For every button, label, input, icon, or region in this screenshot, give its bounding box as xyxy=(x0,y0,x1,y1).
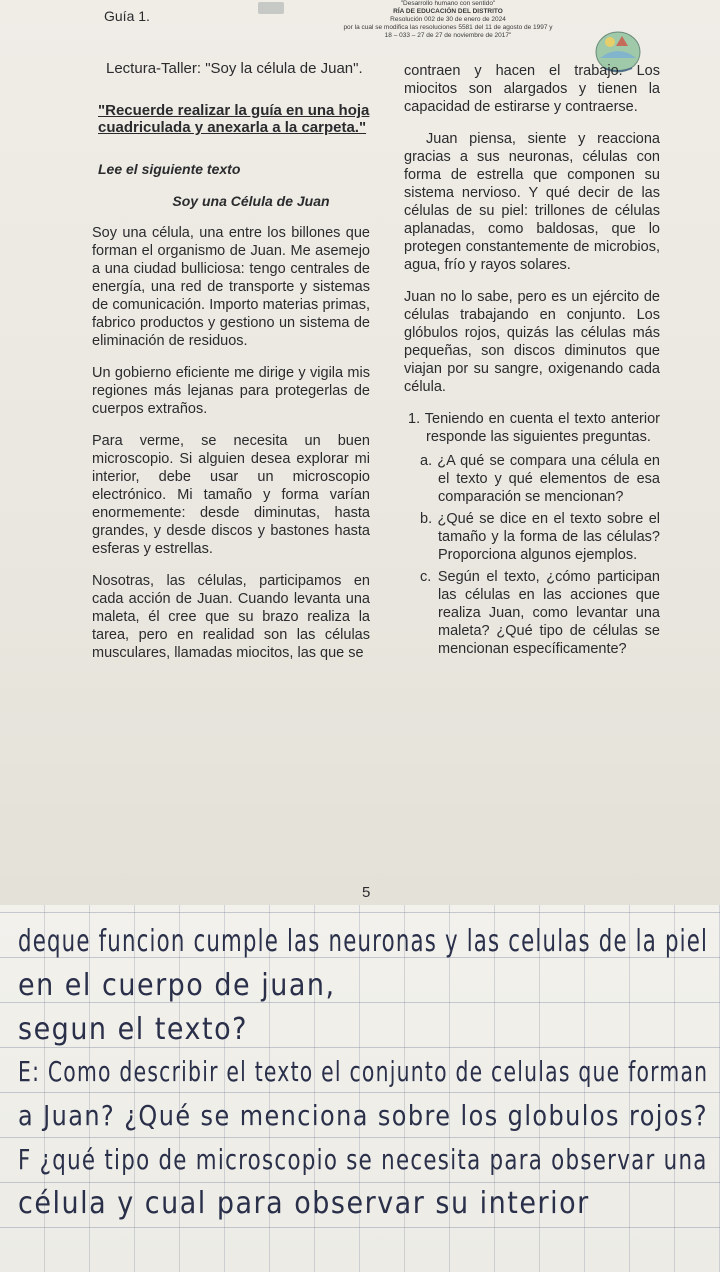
question-c: c. Según el texto, ¿cómo participan las células en las acciones que realiza Juan, como levantar una maleta? ¿Qué tipo de células se mencionan específicamente? xyxy=(420,569,660,657)
reminder-note: "Recuerde realizar la guía en una hoja cuadriculada y anexarla a la carpeta." xyxy=(98,102,370,136)
handwritten-line: célula y cual para observar su interior xyxy=(18,1185,590,1221)
paragraph: Un gobierno eficiente me dirige y vigila mis regiones más lejanas para protegerlas de cuerpos extraños. xyxy=(92,365,370,417)
handwritten-line: segun el texto? xyxy=(18,1011,248,1047)
paragraph: Juan no lo sabe, pero es un ejército de células trabajando en conjunto. Los glóbulos rojos, quizás las células más pequeñas, son discos diminutos que viajan por su sangre, oxigenando cada célula. xyxy=(404,289,660,395)
handwritten-line: a Juan? ¿Qué se menciona sobre los globulos rojos? xyxy=(18,1099,709,1132)
header-line: "Desarrollo humano con sentido" xyxy=(400,0,496,7)
school-logo-icon xyxy=(258,2,284,14)
guide-label: Guía 1. xyxy=(104,8,150,24)
story-title: Soy una Célula de Juan xyxy=(172,193,330,209)
left-column xyxy=(92,60,370,676)
question-a: a. ¿A qué se compara una célula en el texto y qué elementos de esa comparación se mencionan? xyxy=(420,453,660,505)
page-number: 5 xyxy=(362,884,371,901)
paragraph: Soy una célula, una entre los billones que forman el organismo de Juan. Me asemejo a una ciudad bulliciosa: tengo centrales de energía, una red de transporte y sistemas de comunicación. Importo materias primas, fabrico productos y gestiono un sistema de eliminación de residuos. xyxy=(92,225,370,349)
header-line: 18 – 033 – 27 de 27 de noviembre de 2017" xyxy=(384,32,512,39)
instruction: Lee el siguiente texto xyxy=(98,161,241,177)
questions-intro: 1. Teniendo en cuenta el texto anterior responde las siguientes preguntas. xyxy=(408,411,660,445)
notebook-sheet xyxy=(0,905,720,1272)
reading-title: Lectura-Taller: "Soy la célula de Juan". xyxy=(106,60,363,77)
paragraph: contraen y hacen el trabajo. Los miocitos son alargados y tienen la capacidad de estirarse y contraerse. xyxy=(404,63,660,115)
question-b: b. ¿Qué se dice en el texto sobre el tamaño y la forma de las células? Proporciona algunos ejemplos. xyxy=(420,511,660,563)
institution-header xyxy=(288,0,608,40)
handwritten-line: deque funcion cumple las neuronas y las celulas de la piel xyxy=(18,923,709,959)
handwritten-line: F ¿qué tipo de microscopio se necesita para observar una xyxy=(18,1143,708,1176)
handwritten-line: E: Como describir el texto el conjunto de celulas que forman xyxy=(18,1055,709,1088)
right-column xyxy=(404,62,660,662)
header-line: Resolución 002 de 30 de enero de 2024 xyxy=(390,16,506,23)
header-line: RÍA DE EDUCACIÓN DEL DISTRITO xyxy=(393,8,503,15)
paragraph: Nosotras, las células, participamos en cada acción de Juan. Cuando levanta una maleta, él cree que su brazo realiza la tarea, pero en realidad son las células musculares, llamadas miocitos, las que se xyxy=(92,573,370,661)
paragraph: Para verme, se necesita un buen microscopio. Si alguien desea explorar mi interior, debe usar un microscopio electrónico. Mi tamaño y forma varían enormemente: desde diminutas, hasta grandes, y desde discos y bastones hasta esferas y estrellas. xyxy=(92,433,370,557)
paragraph: Juan piensa, siente y reacciona gracias a sus neuronas, células con forma de estrella que componen su sistema nervioso. Y qué decir de las células de su piel: trillones de células aplanadas, como baldosas, que lo protegen constantemente de microbios, agua, frío y rayos solares. xyxy=(404,131,660,273)
header-line: por la cual se modifica las resoluciones 5581 del 11 de agosto de 1997 y xyxy=(343,24,553,31)
handwritten-line: en el cuerpo de juan, xyxy=(18,967,336,1003)
